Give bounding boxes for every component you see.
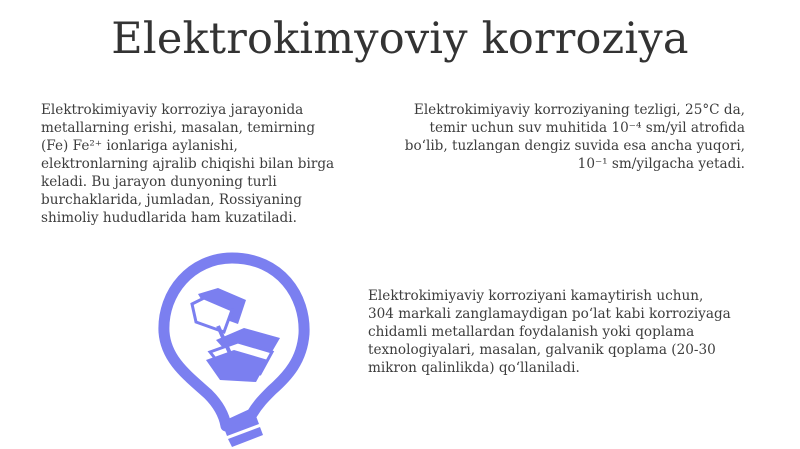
paragraph-corrosion-process: Elektrokimiyaviy korroziya jarayonida metallarning erishi, masalan, temirning (Fe) Fe²⁺ ionlariga aylanishi, elektronlarning ajralib chiqishi bilan birga keladi. Bu jarayon dunyoning turli burchaklarida, jumladan, Rossiyaning shimoliy hududlarida ham kuzatiladi. [41,102,335,226]
paragraph-corrosion-prevention: Elektrokimiyaviy korroziyani kamaytirish uchun, 304 markali zanglamaydigan po‘lat kabi korroziyaga chidamli metallardan foydalanish yoki qoplama texnologiyalari, masalan, galvanik qoplama (20-30 mikron qalinlikda) qo‘llaniladi. [368,288,731,376]
lightbulb-with-book-icon [140,248,320,448]
slide-title: Elektrokimyoviy korroziya [111,14,689,64]
paragraph-corrosion-rate: Elektrokimiyaviy korroziyaning tezligi, 25°C da, temir uchun suv muhitida 10⁻⁴ sm/yil atrofida bo‘lib, tuzlangan dengiz suvida esa ancha yuqori, 10⁻¹ sm/yilgacha yetadi. [404,102,745,172]
